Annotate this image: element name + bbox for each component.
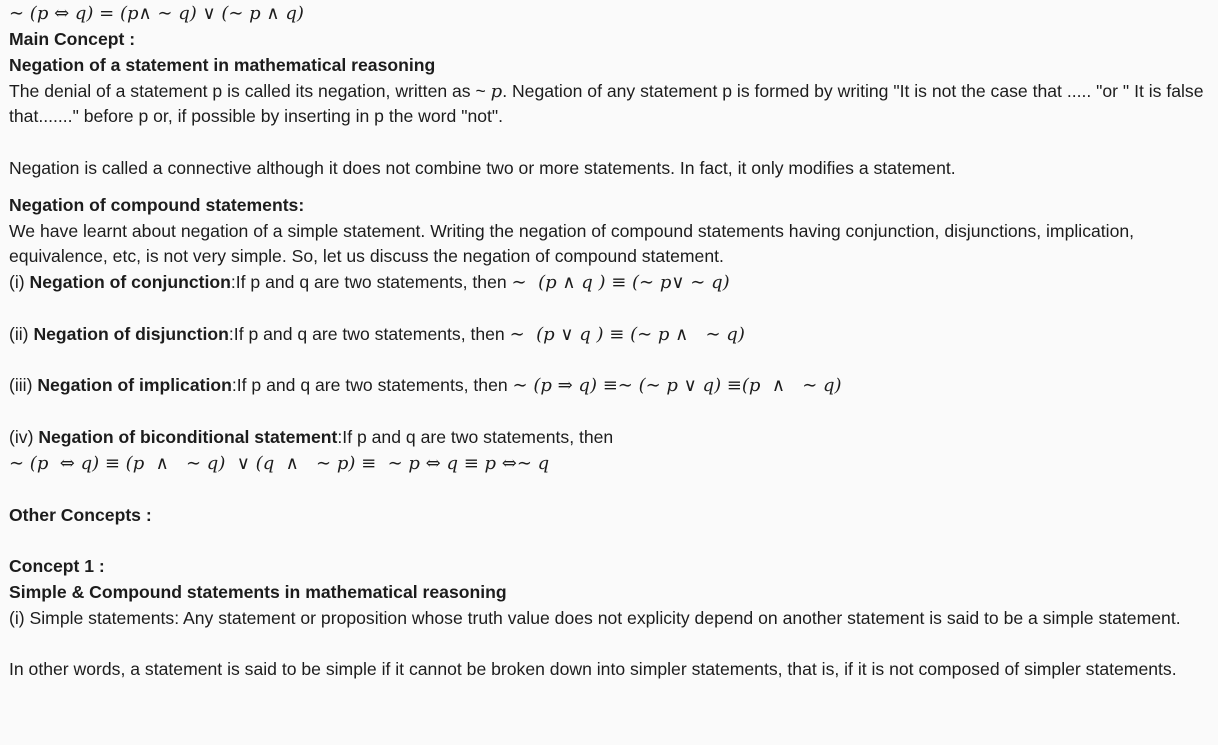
simple-statements-paragraph: (i) Simple statements: Any statement or proposition whose truth value does not explicity depend on another statement is said to be a simple statement. <box>9 607 1181 628</box>
negation-biconditional-formula: ∼ (p ⇔ q) = (p∧ ∼ q) ∨ (∼ p ∧ q) <box>9 3 304 24</box>
item-title: Negation of disjunction <box>33 323 229 344</box>
concept1-heading: Concept 1 : <box>9 556 105 577</box>
concept1-title: Simple & Compound statements in mathematical reasoning <box>9 581 507 602</box>
main-concept-title: Negation of a statement in mathematical reasoning <box>9 54 436 75</box>
item-title: Negation of biconditional statement <box>38 426 338 447</box>
item-number: (iv) <box>9 426 39 447</box>
item-number: (iii) <box>9 375 38 396</box>
negation-definition-paragraph <box>9 79 1214 131</box>
item-formula: ∼ (p ⇒ q) ≡∼ (∼ p ∨ q) ≡(p ∧ ∼ q) <box>512 375 842 397</box>
document-body <box>9 1 1214 683</box>
top-formula <box>9 1 1214 27</box>
list-item-implication <box>9 373 1214 399</box>
list-item-conjunction <box>9 270 1214 296</box>
biconditional-formula: ∼ (p ⇔ q) ≡ (p ∧ ∼ q) ∨ (q ∧ ∼ p) ≡ ∼ p ⇔ q ≡ p ⇔∼ q <box>9 452 550 474</box>
definition-math-p: p <box>490 80 503 102</box>
item-formula: ∼ (p ∧ q ) ≡ (∼ p∨ ∼ q) <box>511 272 730 294</box>
compound-intro-paragraph: We have learnt about negation of a simple statement. Writing the negation of compound statements having conjunction, disjunctions, implication, equivalence, etc, is not very simple. So, let us discuss the negation of compound statement. <box>9 220 1135 267</box>
item-number: (i) <box>9 272 30 293</box>
item-text: :If p and q are two statements, then <box>337 426 614 447</box>
list-item-biconditional <box>9 425 1214 451</box>
connective-paragraph: Negation is called a connective although it does not combine two or more statements. In fact, it only modifies a statement. <box>9 157 956 178</box>
item-text: :If p and q are two statements, then <box>230 272 512 293</box>
simple-definition-paragraph: In other words, a statement is said to be simple if it cannot be broken down into simpler statements, that is, if it is not composed of simpler statements. <box>9 659 1177 680</box>
compound-heading: Negation of compound statements: <box>9 194 305 215</box>
item-title: Negation of implication <box>37 375 232 396</box>
item-text: :If p and q are two statements, then <box>228 323 510 344</box>
list-item-disjunction <box>9 322 1214 348</box>
main-concept-heading: Main Concept : <box>9 29 136 49</box>
item-formula: ∼ (p ∨ q ) ≡ (∼ p ∧ ∼ q) <box>509 323 745 345</box>
other-concepts-heading: Other Concepts : <box>9 504 152 525</box>
item-text: :If p and q are two statements, then <box>231 375 513 396</box>
item-number: (ii) <box>9 323 34 344</box>
definition-text-start: The denial of a statement p is called its negation, written as ~ <box>9 80 491 101</box>
definition-text-end: . Negation of any statement p is formed by writing "It is not the case that ..... "or " It is false that......." before p or, if possible by inserting in p the word "not". <box>9 80 1204 127</box>
item-title: Negation of conjunction <box>29 272 231 293</box>
biconditional-formula-line <box>9 451 1214 477</box>
